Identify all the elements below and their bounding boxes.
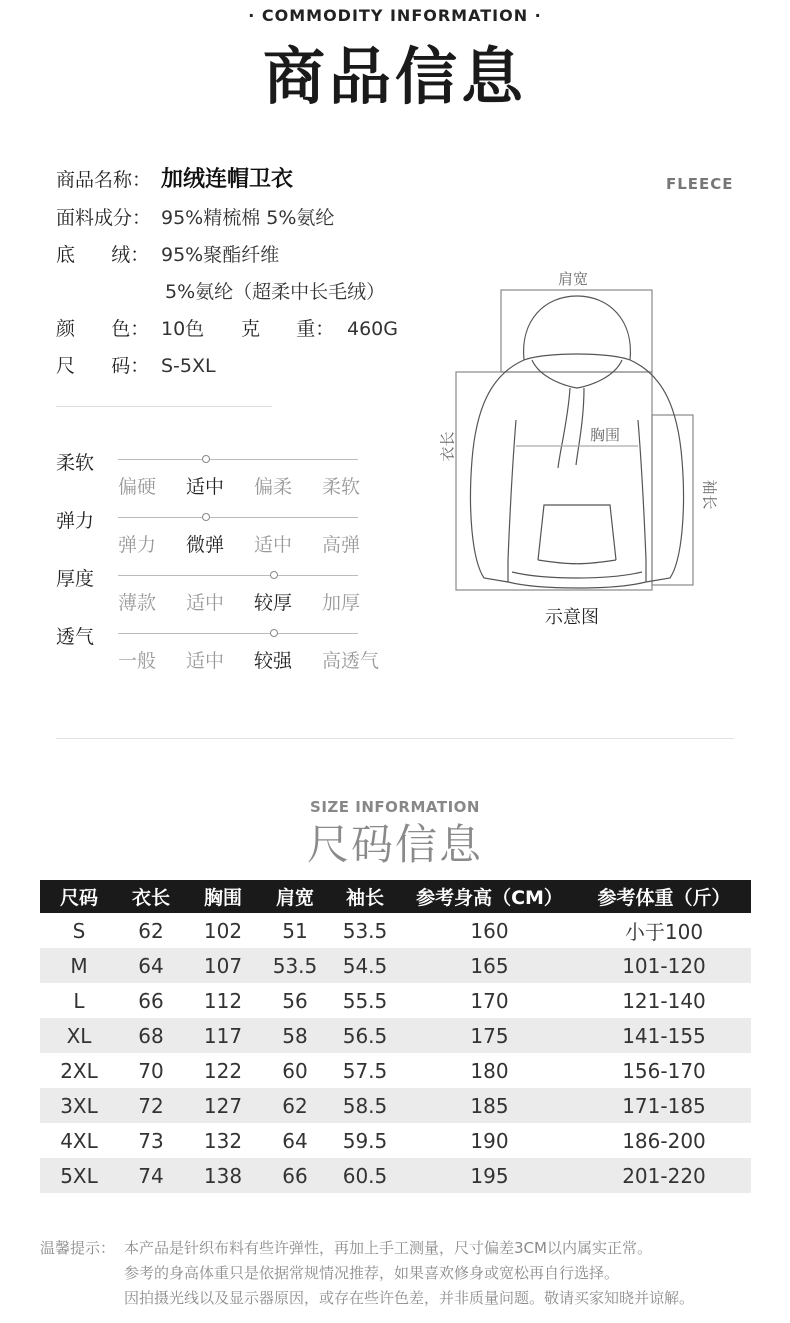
lining-label: 底 绒： bbox=[56, 244, 150, 266]
table-cell: 68 bbox=[118, 1018, 184, 1053]
table-row bbox=[40, 983, 751, 1018]
attr-track bbox=[118, 517, 358, 518]
attr-track bbox=[118, 459, 358, 460]
table-cell: 53.5 bbox=[262, 948, 328, 983]
table-cell: M bbox=[40, 948, 118, 983]
weight-label: 克 重： bbox=[241, 318, 335, 340]
table-cell: 54.5 bbox=[328, 948, 402, 983]
attr-option: 弹力 bbox=[118, 534, 157, 556]
care-notes bbox=[40, 1236, 694, 1311]
attr-option: 适中 bbox=[254, 534, 293, 556]
table-row bbox=[40, 913, 751, 948]
table-cell: 64 bbox=[118, 948, 184, 983]
attr-option: 薄款 bbox=[118, 592, 157, 614]
table-cell: 186-200 bbox=[622, 1128, 706, 1153]
fleece-tag: FLEECE bbox=[666, 175, 734, 193]
section-divider bbox=[56, 738, 734, 739]
table-cell: 70 bbox=[138, 1058, 164, 1083]
table-cell: 107 bbox=[184, 948, 262, 983]
attr-option: 较强 bbox=[254, 650, 293, 672]
table-row bbox=[40, 1088, 751, 1123]
lining-value-1: 95%聚酯纤维 bbox=[161, 244, 280, 266]
table-cell: 102 bbox=[203, 918, 243, 943]
length-label: 衣长 bbox=[438, 431, 457, 462]
column-header: 肩宽 bbox=[262, 880, 328, 913]
size-title: 尺码信息 bbox=[306, 820, 483, 869]
size-label: 尺 码： bbox=[56, 355, 150, 377]
table-cell: 55.5 bbox=[342, 988, 388, 1013]
color-label: 颜 色： bbox=[56, 318, 150, 340]
length-frame bbox=[456, 372, 652, 590]
table-cell: 56 bbox=[282, 988, 308, 1013]
info-divider bbox=[56, 406, 272, 407]
lining-row-2 bbox=[165, 277, 385, 304]
diagram-caption: 示意图 bbox=[545, 607, 599, 628]
commodity-title bbox=[263, 40, 527, 114]
table-cell: 60 bbox=[282, 1058, 308, 1083]
table-cell: 72 bbox=[118, 1088, 184, 1123]
table-cell: 62 bbox=[138, 918, 164, 943]
hoodie-diagram bbox=[420, 260, 740, 600]
size-table bbox=[40, 880, 751, 1193]
attr-label: 弹力 bbox=[56, 510, 95, 532]
attr-option: 柔软 bbox=[322, 476, 361, 498]
table-cell: XL bbox=[40, 1018, 118, 1053]
column-header: 尺码 bbox=[40, 880, 118, 913]
commodity-subtitle: · COMMODITY INFORMATION · bbox=[248, 6, 542, 25]
weight-value: 460G bbox=[347, 318, 398, 340]
table-cell: 57.5 bbox=[342, 1058, 388, 1083]
attr-marker bbox=[270, 571, 278, 579]
table-cell: 51 bbox=[282, 918, 308, 943]
table-cell: 195 bbox=[402, 1158, 577, 1193]
notes-line-1: 本产品是针织布料有些许弹性，再加上手工测量，尺寸偏差3CM以内属实正常。 bbox=[124, 1239, 652, 1257]
fabric-label: 面料成分： bbox=[56, 207, 152, 229]
size-table-body bbox=[40, 913, 751, 1193]
table-row bbox=[40, 1053, 751, 1088]
table-cell: 156-170 bbox=[622, 1058, 706, 1083]
table-cell: 138 bbox=[184, 1158, 262, 1193]
table-cell: 171-185 bbox=[577, 1088, 751, 1123]
table-cell: S bbox=[72, 918, 86, 943]
lining-row bbox=[56, 240, 279, 267]
attr-option: 一般 bbox=[118, 650, 157, 672]
product-name-label: 商品名称： bbox=[56, 169, 152, 191]
attr-label: 厚度 bbox=[56, 568, 95, 590]
color-weight-row bbox=[56, 314, 398, 341]
commodity-title-wrap bbox=[0, 40, 790, 114]
attr-option: 偏硬 bbox=[118, 476, 157, 498]
attr-marker bbox=[202, 513, 210, 521]
shoulder-label: 肩宽 bbox=[558, 270, 589, 288]
table-row bbox=[40, 1158, 751, 1193]
table-cell: 127 bbox=[184, 1088, 262, 1123]
size-row bbox=[56, 351, 216, 378]
attr-option: 偏柔 bbox=[254, 476, 293, 498]
notes-line-2: 参考的身高体重只是依据常规情况推荐，如果喜欢修身或宽松再自行选择。 bbox=[124, 1264, 620, 1282]
size-value: S-5XL bbox=[161, 355, 216, 377]
attr-option: 适中 bbox=[186, 650, 225, 672]
attr-track bbox=[118, 633, 358, 634]
table-cell: 141-155 bbox=[577, 1018, 751, 1053]
table-cell: 62 bbox=[262, 1088, 328, 1123]
table-cell: 190 bbox=[470, 1128, 509, 1153]
attr-option: 高透气 bbox=[322, 650, 380, 672]
attr-option: 加厚 bbox=[322, 592, 361, 614]
table-cell: 175 bbox=[402, 1018, 577, 1053]
table-cell: 58 bbox=[262, 1018, 328, 1053]
table-row bbox=[40, 1123, 751, 1158]
table-cell: 201-220 bbox=[577, 1158, 751, 1193]
column-header: 参考身高（CM） bbox=[402, 880, 577, 913]
table-cell: 56.5 bbox=[328, 1018, 402, 1053]
table-cell: 小于100 bbox=[624, 920, 704, 944]
color-value: 10色 bbox=[161, 318, 205, 340]
hoodie-sketch bbox=[420, 260, 740, 600]
table-cell: 121-140 bbox=[622, 988, 706, 1013]
table-cell: 132 bbox=[203, 1128, 243, 1153]
table-cell: 101-120 bbox=[577, 948, 751, 983]
table-cell: 53.5 bbox=[342, 918, 388, 943]
commodity-title-text: 商品信息 bbox=[262, 40, 527, 113]
table-cell: 4XL bbox=[60, 1128, 98, 1153]
table-cell: 73 bbox=[138, 1128, 164, 1153]
table-cell: 66 bbox=[262, 1158, 328, 1193]
table-cell: 117 bbox=[184, 1018, 262, 1053]
attr-marker bbox=[270, 629, 278, 637]
column-header: 参考体重（斤） bbox=[577, 880, 751, 913]
attr-track bbox=[118, 575, 358, 576]
attr-option: 适中 bbox=[186, 592, 225, 614]
table-cell: 59.5 bbox=[342, 1128, 388, 1153]
attr-label: 透气 bbox=[56, 626, 95, 648]
attr-marker bbox=[202, 455, 210, 463]
table-row bbox=[40, 1018, 751, 1053]
table-cell: 160 bbox=[470, 918, 509, 943]
attr-option: 较厚 bbox=[254, 592, 293, 614]
fabric-value: 95%精梳棉 5%氨纶 bbox=[161, 207, 335, 229]
column-header: 胸围 bbox=[184, 880, 262, 913]
sleeve-frame bbox=[652, 415, 693, 585]
fabric-row bbox=[56, 203, 334, 230]
table-cell: 2XL bbox=[60, 1058, 98, 1083]
table-cell: 112 bbox=[203, 988, 243, 1013]
attr-option: 高弹 bbox=[322, 534, 361, 556]
notes-prefix: 温馨提示： bbox=[40, 1239, 116, 1257]
attr-option: 微弹 bbox=[186, 534, 225, 556]
table-cell: 66 bbox=[138, 988, 164, 1013]
table-cell: 122 bbox=[203, 1058, 243, 1083]
attr-label: 柔软 bbox=[56, 452, 95, 474]
size-subtitle: SIZE INFORMATION bbox=[310, 798, 480, 816]
table-cell: 5XL bbox=[40, 1158, 118, 1193]
chest-label: 胸围 bbox=[590, 426, 621, 444]
size-table-header bbox=[40, 880, 751, 913]
table-cell: 3XL bbox=[40, 1088, 118, 1123]
table-cell: 180 bbox=[470, 1058, 509, 1083]
table-cell: 165 bbox=[402, 948, 577, 983]
table-cell: 58.5 bbox=[328, 1088, 402, 1123]
column-header: 衣长 bbox=[118, 880, 184, 913]
table-cell: 60.5 bbox=[328, 1158, 402, 1193]
notes-line-3: 因拍摄光线以及显示器原因，或存在些许色差，并非质量问题。敬请买家知晓并谅解。 bbox=[124, 1289, 695, 1307]
table-cell: 185 bbox=[402, 1088, 577, 1123]
table-cell: 74 bbox=[118, 1158, 184, 1193]
table-cell: 64 bbox=[282, 1128, 308, 1153]
sleeve-label: 袖长 bbox=[700, 479, 719, 510]
table-row bbox=[40, 948, 751, 983]
table-cell: 170 bbox=[470, 988, 509, 1013]
lining-value-2: 5%氨纶（超柔中长毛绒） bbox=[165, 281, 386, 303]
table-cell: L bbox=[73, 988, 85, 1013]
column-header: 袖长 bbox=[328, 880, 402, 913]
attr-option: 适中 bbox=[186, 476, 225, 498]
product-name-value: 加绒连帽卫衣 bbox=[161, 167, 294, 192]
product-name-row bbox=[56, 162, 293, 193]
